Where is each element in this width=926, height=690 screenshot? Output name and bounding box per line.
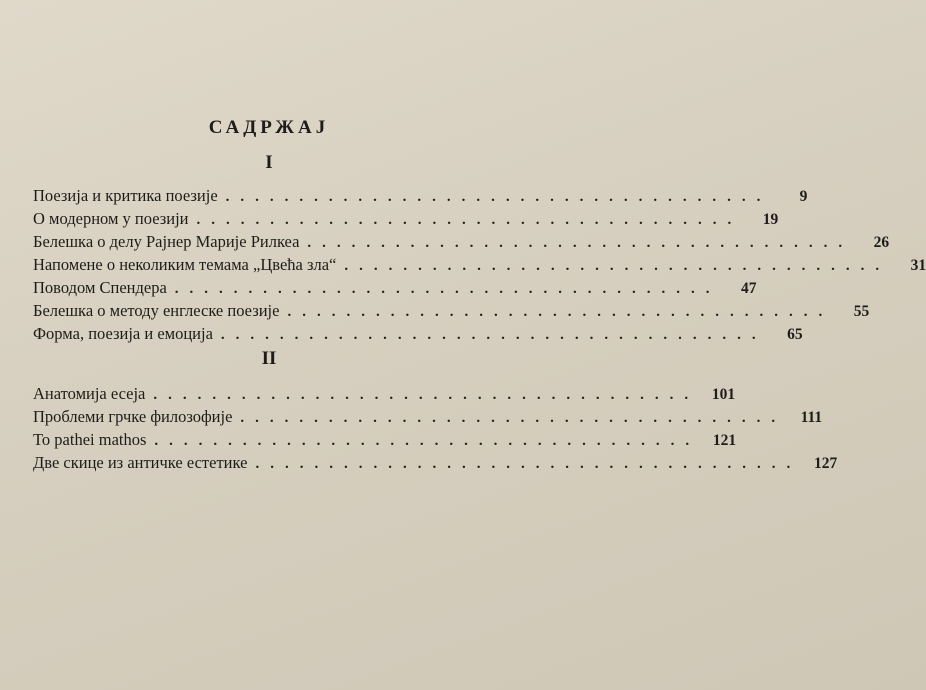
toc-entry <box>33 382 736 405</box>
toc-entry-title: Две скице из античке естетике <box>33 453 248 472</box>
leader-dots: ..................................... <box>174 281 721 297</box>
page-title: САДРЖАЈ <box>208 117 330 138</box>
toc-entry-title: Поводом Спендера <box>33 278 167 297</box>
leader-dots: ..................................... <box>287 304 834 320</box>
toc-entry-page: 111 <box>800 409 823 426</box>
toc-entry <box>33 253 926 276</box>
toc-entry-page: 127 <box>813 455 838 472</box>
toc-entry-page: 121 <box>712 432 737 449</box>
leader-dots: ..................................... <box>240 410 787 426</box>
leader-dots: ..................................... <box>225 189 772 205</box>
toc-entry-title: To pathei mathos <box>33 430 147 449</box>
toc-entry-page: 65 <box>787 326 803 343</box>
toc-entry-page: 47 <box>741 280 757 297</box>
toc-entry-page: 19 <box>762 211 779 228</box>
toc-entry-title: Поезија и критика поезије <box>33 186 218 205</box>
toc-entry-title: Белешка о методу енглеске поезије <box>33 301 280 320</box>
toc-entry-page: 9 <box>799 188 808 205</box>
section-heading-2: II <box>261 348 277 369</box>
leader-dots: ..................................... <box>220 327 767 343</box>
toc-entry <box>33 276 757 299</box>
toc-entry <box>33 322 803 345</box>
toc-section-1 <box>33 184 926 345</box>
toc-entry <box>33 405 823 428</box>
toc-entry <box>33 451 838 474</box>
toc-entry-title: О модерном у поезији <box>33 209 189 228</box>
toc-entry <box>33 230 890 253</box>
toc-entry-page: 31 <box>910 257 926 274</box>
leader-dots: ..................................... <box>307 235 854 251</box>
toc-entry <box>33 207 779 230</box>
toc-entry-page: 55 <box>853 303 870 320</box>
toc-entry-title: Анатомија есеја <box>33 384 146 403</box>
toc-entry-title: Проблеми грчке филозофије <box>33 407 233 426</box>
toc-entry <box>33 184 808 207</box>
leader-dots: ..................................... <box>196 212 743 228</box>
toc-entry-title: Форма, поезија и емоција <box>33 324 213 343</box>
toc-entry-title: Белешка о делу Рајнер Марије Рилкеа <box>33 232 300 251</box>
leader-dots: ..................................... <box>344 258 891 274</box>
toc-entry-page: 26 <box>873 234 890 251</box>
toc-entry-page: 101 <box>711 386 736 403</box>
leader-dots: ..................................... <box>154 433 701 449</box>
toc-entry <box>33 428 737 451</box>
toc-entry-title: Напомене о неколиким темама „Цвећа зла“ <box>33 255 337 274</box>
leader-dots: ..................................... <box>153 387 700 403</box>
toc-section-2 <box>33 382 838 474</box>
toc-entry <box>33 299 870 322</box>
section-heading-1: I <box>265 152 273 173</box>
leader-dots: ..................................... <box>255 456 802 472</box>
